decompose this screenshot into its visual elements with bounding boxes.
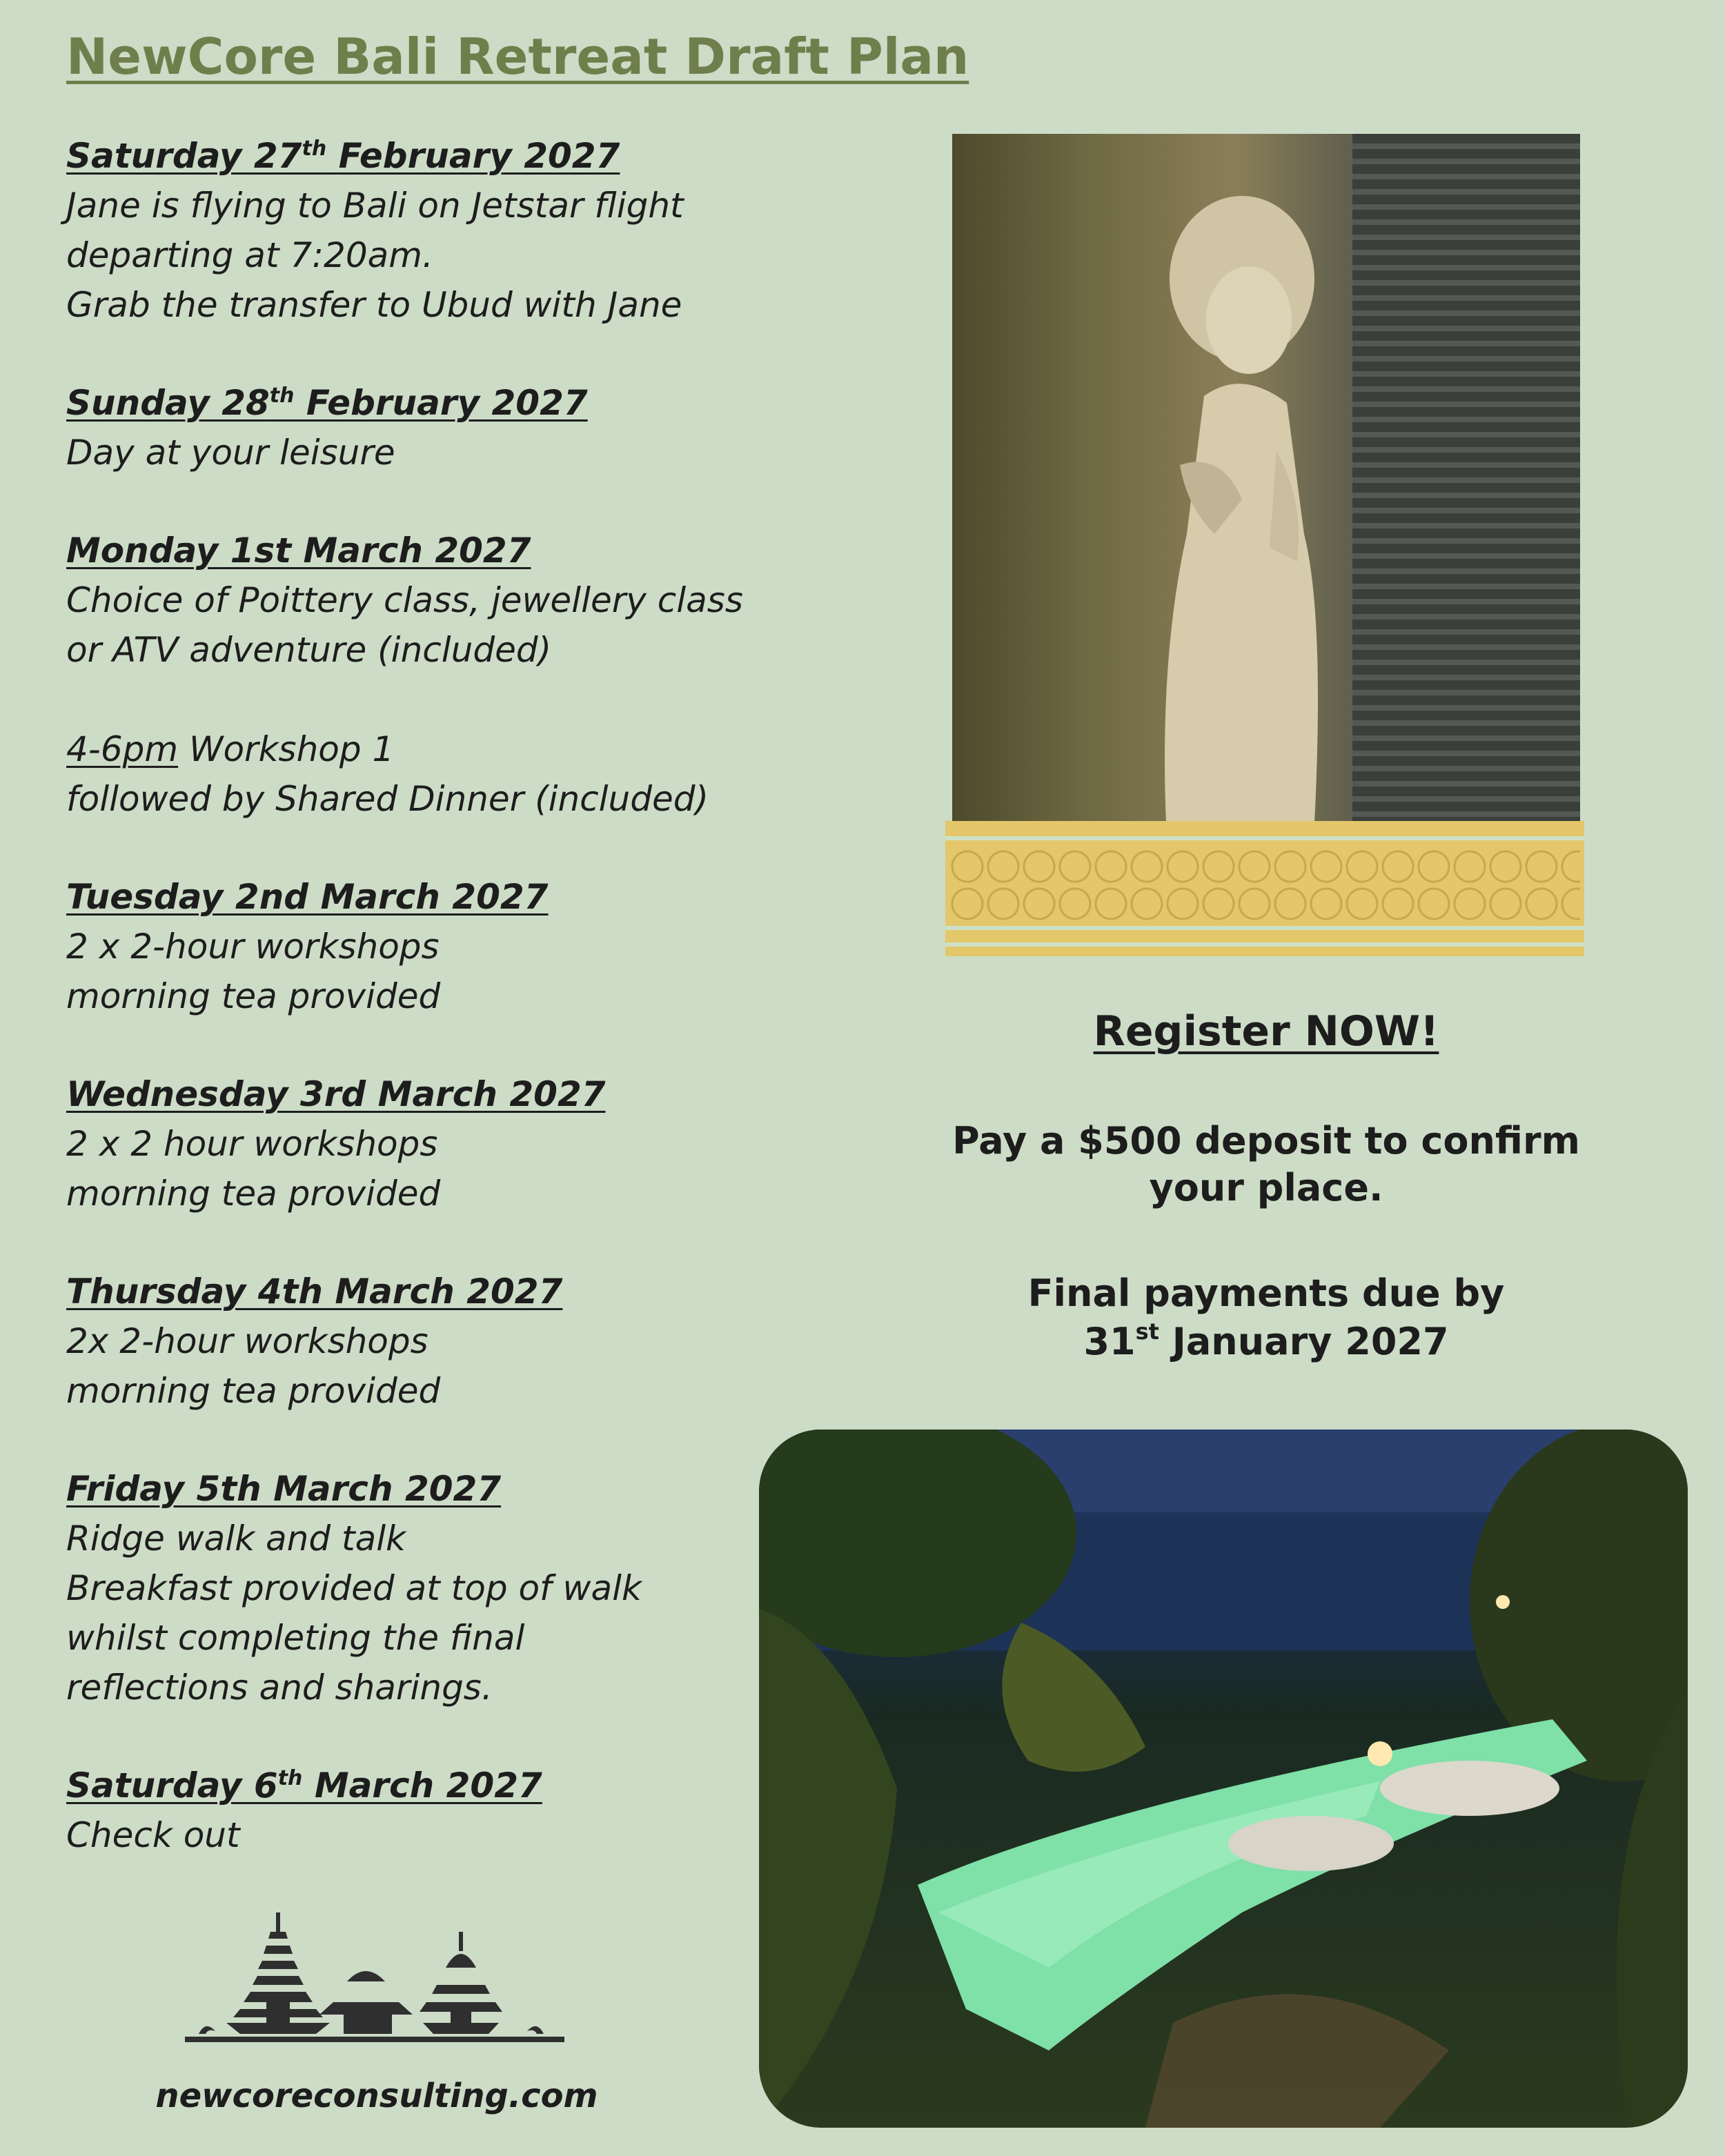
deposit-line: your place.: [1149, 1166, 1383, 1209]
final-day: 31: [1083, 1320, 1136, 1363]
pool-scene: [759, 1430, 1688, 2128]
day-detail-line: Jane is flying to Bali on Jetstar flight: [66, 186, 684, 226]
day-detail-line: whilst completing the final: [66, 1618, 525, 1658]
band-stripe: [945, 926, 1584, 930]
schedule-day: [66, 1761, 839, 1860]
ring-pattern-row: [949, 849, 1580, 884]
schedule-day: [66, 1267, 839, 1416]
temple-logo-icon: [185, 1899, 564, 2057]
schedule-day: [66, 1069, 839, 1218]
day-detail-line: Ridge walk and talk: [66, 1519, 406, 1559]
final-payment-line: Final payments due by: [1027, 1272, 1505, 1315]
decorative-band: [945, 821, 1584, 956]
page-title: NewCore Bali Retreat Draft Plan: [66, 28, 969, 86]
register-heading: Register NOW!: [1093, 1007, 1439, 1056]
day-detail-line: Day at your leisure: [66, 433, 395, 473]
day-detail-line: morning tea provided: [66, 976, 441, 1016]
day-detail-line: or ATV adventure (included): [66, 630, 552, 670]
day-heading: Saturday 6th March 2027: [66, 1766, 542, 1806]
day-heading: Saturday 27th February 2027: [66, 136, 620, 176]
day-heading: Monday 1st March 2027: [66, 531, 531, 571]
day-heading: Sunday 28th February 2027: [66, 383, 588, 423]
day-detail-line: Choice of Poittery class, jewellery class: [66, 580, 743, 620]
day-detail-line: Grab the transfer to Ubud with Jane: [66, 285, 682, 325]
day-detail-line: 2 x 2 hour workshops: [66, 1124, 438, 1164]
line-gap: [66, 675, 839, 724]
band-stripe: [945, 942, 1584, 947]
day-detail-line: 4-6pm Workshop 1: [66, 729, 395, 769]
day-detail-line: departing at 7:20am.: [66, 235, 433, 275]
schedule: [66, 131, 839, 1908]
day-heading: Wednesday 3rd March 2027: [66, 1074, 606, 1114]
day-detail-line: morning tea provided: [66, 1174, 441, 1214]
day-detail-line: morning tea provided: [66, 1371, 441, 1411]
wooden-slats: [1352, 134, 1580, 821]
schedule-day: [66, 1464, 839, 1712]
schedule-day: [66, 131, 839, 330]
deposit-line: Pay a $500 deposit to confirm: [952, 1119, 1580, 1163]
day-detail-line: Breakfast provided at top of walk: [66, 1568, 642, 1608]
pool-photo: [759, 1430, 1688, 2128]
day-detail-line: 2x 2-hour workshops: [66, 1321, 428, 1361]
day-detail-line: followed by Shared Dinner (included): [66, 779, 709, 819]
final-payment-text: [925, 1269, 1608, 1366]
day-heading: Tuesday 2nd March 2027: [66, 877, 549, 917]
schedule-day: [66, 526, 839, 824]
day-heading: Friday 5th March 2027: [66, 1469, 502, 1509]
band-stripe: [945, 836, 1584, 840]
ring-pattern-row: [949, 886, 1580, 922]
final-payment-date: [925, 1318, 1608, 1366]
statue-figure: [1138, 175, 1346, 821]
website-link[interactable]: newcoreconsulting.com: [155, 2077, 598, 2115]
day-detail-line: reflections and sharings.: [66, 1668, 493, 1708]
day-detail-line: 2 x 2-hour workshops: [66, 927, 440, 967]
deposit-text: [925, 1118, 1608, 1211]
schedule-day: [66, 872, 839, 1021]
final-month-year: January 2027: [1159, 1320, 1449, 1363]
final-day-suffix: st: [1135, 1318, 1159, 1345]
day-detail-line: Check out: [66, 1815, 240, 1855]
statue-photo: [952, 134, 1580, 821]
day-heading: Thursday 4th March 2027: [66, 1272, 563, 1312]
schedule-day: [66, 378, 839, 477]
